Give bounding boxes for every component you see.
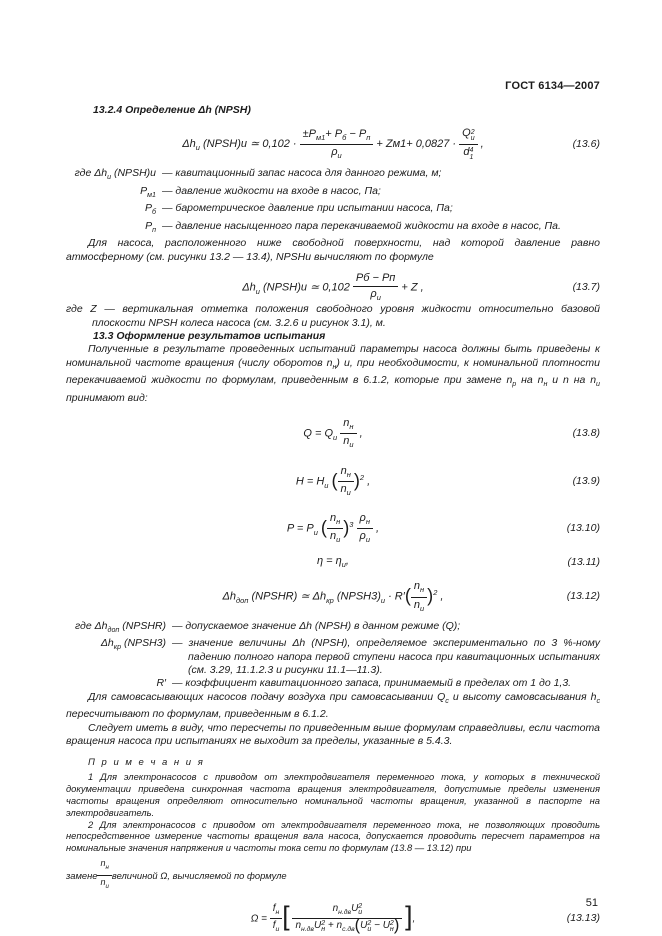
note-2-continued: замене $n_н$ $n_и$ величиной Ω, вычисляемой по формуле (66, 858, 287, 890)
definition-z: где Z — вертикальная отметка положения свободного уровня жидкости относительно базовой плоскости NPSH колеса насоса (см. 3.2.6 и рисунок 3.1), м. (66, 303, 600, 329)
formula-13-12: $\Delta h_{доп}$ (NPSHR) ≃ $\Delta h_{кр}$ $(NPSH3)_и \cdot R'$( $n_н$ $n_и$ )$^2$ , (222, 580, 444, 613)
paragraph-results: Полученные в результате проведенных испытаний параметры насоса должны быть приведены к номинальной частоте вращения (числу оборотов $n_н$) и, при необходимости, к номинальной плотности перекачиваемой жидкости по формулам, приведенным в 6.1.2, которые при замене $n_р$ на $n_н$ и n на $n_и$ принимают вид: (66, 343, 601, 404)
definition-p-m1: — давление жидкости на входе в насос, Па; (162, 184, 381, 197)
equation-number-13-12: (13.12) (566, 590, 600, 603)
equation-number-13-8: (13.8) (572, 427, 600, 440)
equation-number-13-6: (13.6) (572, 137, 600, 150)
paragraph-self-priming: Для самовсасывающих насосов подачу воздуха при самовсасывании $Q_с$ и высоту самовсасывания $h_с$ пересчитывают по формулам, приведенным в 6.1.2. (66, 690, 601, 721)
symbol-dh-kr: $\Delta h_{кр}$ (NPSH3) (100, 637, 166, 652)
equation-number-13-7: (13.7) (572, 280, 600, 293)
equation-13-6 (66, 127, 600, 161)
equation-13-10 (66, 512, 600, 545)
equation-13-7 (66, 272, 600, 303)
equation-number-13-13: (13.13) (566, 911, 600, 924)
symbol-dh-dop: где $\Delta h_{доп}$ (NPSHR) (74, 619, 166, 634)
equation-13-8 (66, 417, 600, 450)
definition-dh-npsh: — кавитационный запас насоса для данного режима, м; (162, 167, 442, 180)
definition-r-prime: — коэффициент кавитационного запаса, принимаемый в пределах от 1 до 1,3. (172, 677, 572, 690)
page-number: 51 (585, 896, 598, 909)
formula-13-13: Ω = $f_н$ $f_и$ [ $n_{н.дв}U$ 2 и $n_{н.дв}U$ 2 н + $n_{с.дв}(U$ 2 и − U 2 н ) ], (250, 900, 416, 934)
symbol-p-p: $P_п$ (145, 219, 156, 234)
equation-13-12 (66, 580, 600, 613)
symbol-p-b: $P_б$ (144, 202, 156, 217)
symbol-r-prime: R′ (156, 677, 166, 690)
formula-13-9: $H = H_и$ ( $n_н$ $n_и$ )$^2$ , (295, 464, 371, 497)
document-header: ГОСТ 6134—2007 (505, 80, 600, 92)
definition-p-b: — барометрическое давление при испытании насоса, Па; (162, 202, 453, 215)
formula-13-8: $Q = Q_и$ $n_н$ $n_и$ , (303, 417, 363, 450)
note-2: 2 Для электронасосов с приводом от электродвигателя переменного тока, не позволяющих проводить непосредственное измерение частоты вращения вала насоса, допускается проводить пересчет параметров на номинальные значения напряжения и частоты тока сети по формулам (13.8 — 13.12) при (66, 818, 600, 854)
definition-dh-kr: — значение величины Δh (NPSH), определяемое экспериментально по 3 %-ному падению полного напора первой ступени насоса при кавитационных испытаниях (см. 3.29, 11.1.2.3 и рисунки 11.1—11.3). (172, 637, 600, 676)
equation-13-11 (66, 555, 600, 570)
paragraph-below-free-surface: Для насоса, расположенного ниже свободной поверхности, над которой давление равно атмосферному (см. рисунки 13.2 — 13.4), NPSHи вычисляют по формуле (66, 237, 600, 263)
formula-13-7: $\Delta h_и$ (NPSH)и ≃ 0,102 Pб − Pп $\rho_и$ + Z , (242, 271, 424, 303)
section-heading-13-3: 13.3 Оформление результатов испытания (93, 330, 326, 343)
notes-title: П р и м е ч а н и я (88, 756, 205, 768)
section-heading-13-2-4: 13.2.4 Определение Δh (NPSH) (93, 104, 251, 116)
equation-number-13-10: (13.10) (566, 521, 600, 534)
definition-dh-dop: — допускаемое значение Δh (NPSH) в данном режиме (Q); (172, 619, 461, 632)
equation-13-9 (66, 465, 600, 498)
note-1: 1 Для электронасосов с приводом от электродвигателя переменного тока, у которых в технической документации приведена синхронная частота вращения электродвигателя, допустимые пределы изменения частоты вращения определяют относительно номинальной частоты вращения, указанной в паспорте на электродвигатель. (66, 770, 600, 818)
symbol-p-m1: $P_{м1}$ (140, 184, 156, 199)
formula-13-6: $\Delta h_и$ (NPSH)и ≃ 0,102 · $\pm P_{м1}+ P_б - P_п$ $\rho_и$ + Zм1+ 0,0827 · Q 2 и d 4 1 , (182, 127, 484, 161)
definition-p-p: — давление насыщенного пара перекачиваемой жидкости на входе в насос, Па. (162, 219, 561, 232)
formula-13-11: $\eta = \eta_и$, (317, 555, 349, 570)
equation-number-13-9: (13.9) (572, 474, 600, 487)
paragraph-validity: Следует иметь в виду, что пересчеты по приведенным выше формулам справедливы, если частота вращения насоса при испытаниях не выходит за пределы, указанные в 5.4.3. (66, 721, 600, 748)
formula-13-10: $P = P_и$ ( $n_н$ $n_и$ )$^3$ $\rho_н$ $\rho_и$ , (286, 511, 380, 545)
symbol-dh-npsh: где $\Delta h_и$ (NPSH)и (74, 167, 156, 182)
where-block-1 (66, 167, 600, 237)
equation-number-13-11: (13.11) (567, 556, 600, 569)
where-block-2 (66, 620, 600, 691)
